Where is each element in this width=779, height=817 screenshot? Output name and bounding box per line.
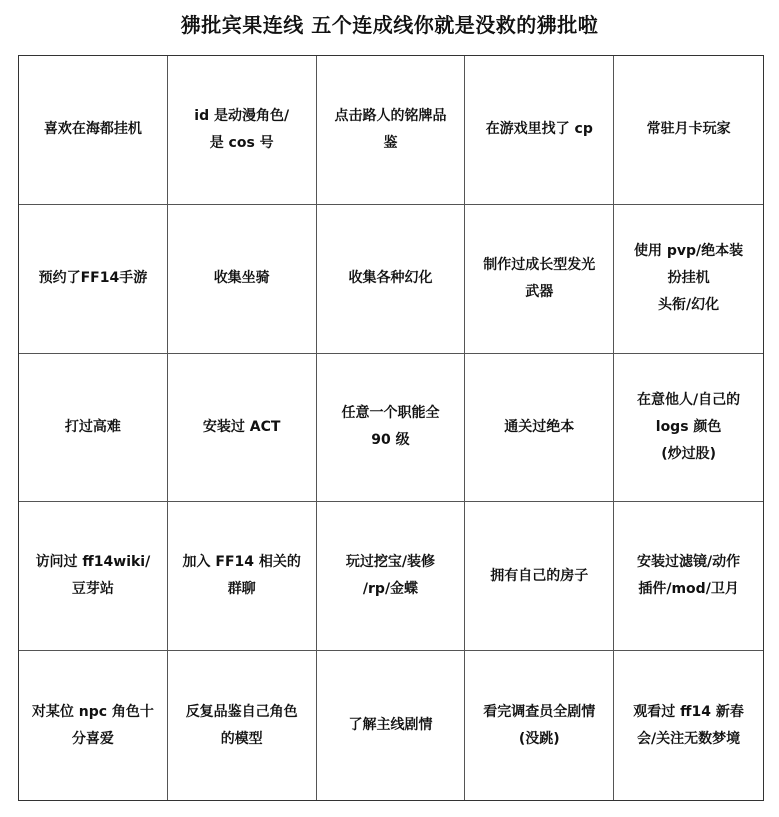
bingo-cell	[19, 56, 168, 205]
bingo-cell-text: 安装过滤镜/动作 插件/mod/卫月	[637, 554, 741, 598]
bingo-cell-text: 玩过挖宝/装修 /rp/金蝶	[345, 554, 436, 598]
bingo-cell	[614, 502, 763, 651]
bingo-cell-text: 访问过 ff14wiki/ 豆芽站	[35, 554, 151, 598]
bingo-cell	[465, 502, 614, 651]
bingo-cell-text: 在游戏里找了 cp	[485, 121, 593, 138]
bingo-cell-text: 点击路人的铭牌品 鉴	[334, 107, 447, 151]
bingo-cell	[317, 205, 466, 354]
bingo-cell-text: 观看过 ff14 新春 会/关注无数梦境	[633, 703, 744, 747]
bingo-cell-text: 任意一个职能全 90 级	[341, 405, 440, 449]
bingo-cell-text: 加入 FF14 相关的 群聊	[182, 554, 301, 598]
bingo-cell	[19, 205, 168, 354]
bingo-cell	[465, 651, 614, 800]
bingo-cell-text: 通关过绝本	[504, 418, 575, 435]
bingo-cell-text: 反复品鉴自己角色 的模型	[185, 703, 298, 747]
bingo-cell	[317, 56, 466, 205]
bingo-cell	[465, 56, 614, 205]
bingo-cell-text: id 是动漫角色/ 是 cos 号	[194, 107, 290, 151]
bingo-grid	[18, 55, 764, 801]
bingo-cell	[168, 651, 317, 800]
bingo-cell	[168, 56, 317, 205]
bingo-cell	[614, 354, 763, 503]
bingo-cell-text: 喜欢在海都挂机	[43, 121, 142, 138]
bingo-cell-text: 对某位 npc 角色十 分喜爱	[31, 703, 154, 747]
bingo-cell	[614, 56, 763, 205]
bingo-cell-text: 常驻月卡玩家	[646, 121, 731, 138]
bingo-cell	[168, 205, 317, 354]
bingo-cell-text: 制作过成长型发光 武器	[483, 256, 596, 300]
bingo-title: 狒批宾果连线 五个连成线你就是没救的狒批啦	[180, 13, 599, 37]
bingo-cell	[317, 502, 466, 651]
bingo-cell	[317, 354, 466, 503]
bingo-cell	[168, 354, 317, 503]
bingo-cell-text: 了解主线剧情	[348, 717, 433, 734]
bingo-cell	[465, 205, 614, 354]
bingo-cell-text: 安装过 ACT	[202, 418, 281, 435]
bingo-cell	[19, 651, 168, 800]
bingo-cell-text: 拥有自己的房子	[490, 567, 589, 584]
bingo-cell-text: 预约了FF14手游	[38, 270, 148, 287]
bingo-cell	[614, 205, 763, 354]
bingo-cell-text: 使用 pvp/绝本装 扮挂机 头衔/幻化	[634, 243, 744, 314]
bingo-cell	[465, 354, 614, 503]
bingo-cell	[19, 354, 168, 503]
bingo-cell-text: 在意他人/自己的 logs 颜色 (炒过股)	[637, 391, 741, 462]
bingo-cell-text: 收集各种幻化	[348, 270, 433, 287]
bingo-cell-text: 看完调查员全剧情 (没跳)	[483, 703, 596, 747]
bingo-cell	[19, 502, 168, 651]
bingo-cell	[168, 502, 317, 651]
bingo-cell	[317, 651, 466, 800]
bingo-cell-text: 收集坐骑	[213, 270, 270, 287]
bingo-cell-text: 打过高难	[64, 418, 121, 435]
bingo-cell	[614, 651, 763, 800]
